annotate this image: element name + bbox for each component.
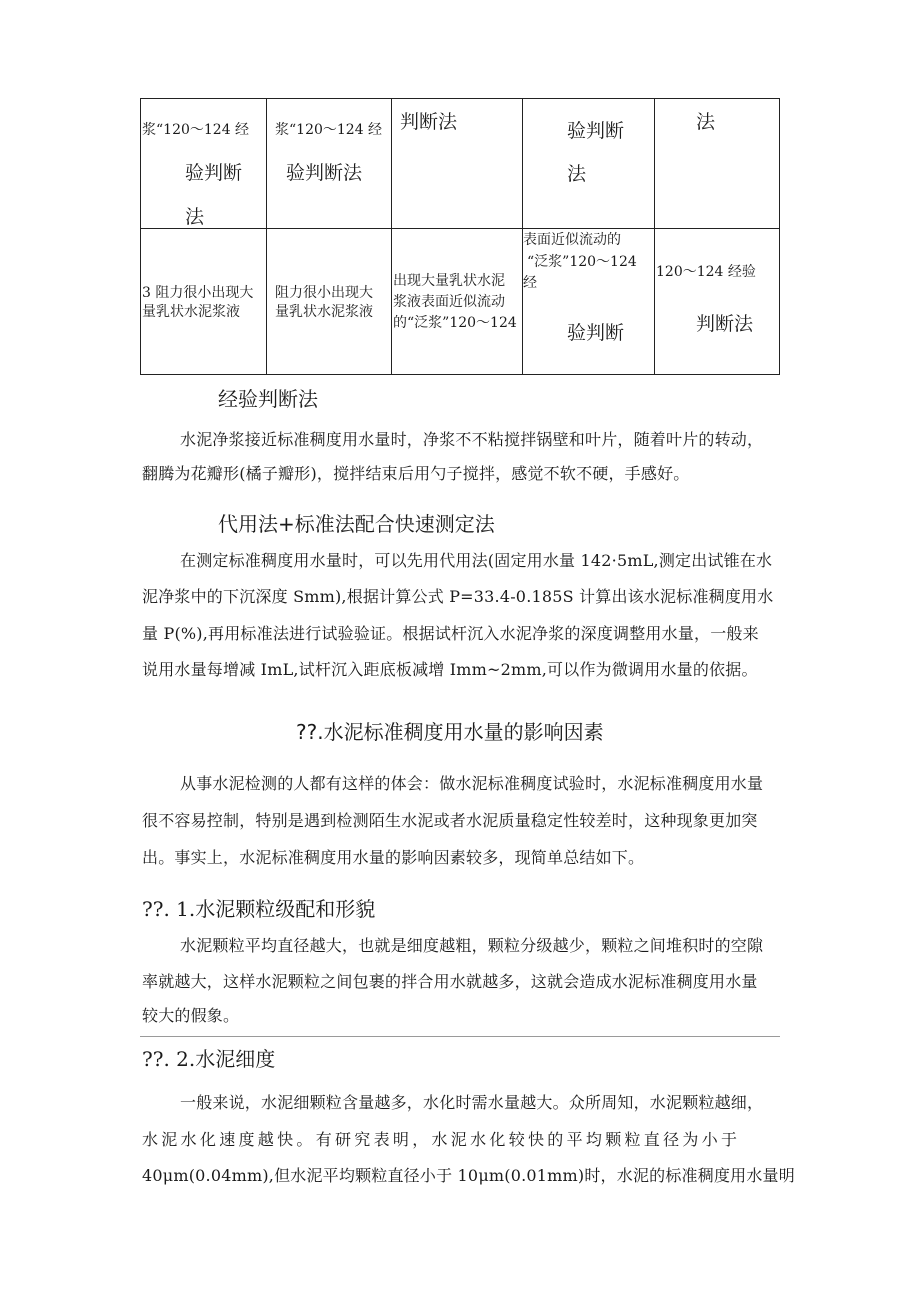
- data-table: [140, 98, 780, 375]
- table-cell: 的“泛浆”120～124: [393, 315, 517, 331]
- paragraph-line: 水泥水化速度越快。有研究表明，水泥水化较快的平均颗粒直径为小于: [142, 1130, 741, 1149]
- table-cell: 验判断法: [286, 162, 363, 184]
- paragraph-line: 率就越大，这样水泥颗粒之间包裹的拌合用水就越多，这就会造成水泥标准稠度用水量: [142, 972, 758, 991]
- table-divider: [140, 374, 780, 375]
- paragraph-line: 很不容易控制，特别是遇到检测陌生水泥或者水泥质量稳定性较差时，这种现象更加突: [142, 811, 758, 830]
- table-cell: 判断法: [696, 313, 754, 335]
- table-divider: [779, 98, 780, 375]
- table-cell: 法: [567, 163, 587, 185]
- paragraph-line: 较大的假象。: [142, 1006, 240, 1025]
- section-number: ??. 1.: [142, 897, 196, 921]
- paragraph-line: 在测定标准稠度用水量时，可以先用代用法(固定用水量 142·5mL,测定出试锥在水: [180, 551, 773, 570]
- table-cell: 验判断: [185, 162, 243, 184]
- table-cell: 出现大量乳状水泥: [393, 273, 505, 289]
- section-heading: 代用法+标准法配合快速测定法: [218, 512, 495, 536]
- table-cell: 120～124 经验: [656, 264, 756, 280]
- table-divider: [391, 98, 392, 375]
- table-cell: 3 阻力很小出现大: [142, 285, 254, 301]
- table-divider: [266, 98, 267, 375]
- paragraph-line: 水泥颗粒平均直径越大，也就是细度越粗，颗粒分级越少，颗粒之间堆积时的空隙: [180, 936, 764, 955]
- table-cell: 浆液表面近似流动: [393, 294, 505, 310]
- section-heading: [142, 893, 375, 922]
- paragraph-line: 水泥净浆接近标准稠度用水量时，净浆不不粘搅拌锅壁和叶片，随着叶片的转动，: [180, 430, 764, 449]
- paragraph-line: 从事水泥检测的人都有这样的体会：做水泥标准稠度试验时，水泥标准稠度用水量: [180, 774, 764, 793]
- table-cell: 验判断: [567, 120, 625, 142]
- paragraph-line: 量 P(%),再用标准法进行试验验证。根据试杆沉入水泥净浆的深度调整用水量，一般来: [142, 624, 759, 643]
- paragraph-line: 翻腾为花瓣形(橘子瓣形)，搅拌结束后用勺子搅拌，感觉不软不硬，手感好。: [142, 464, 690, 483]
- table-cell: 量乳状水泥浆液: [275, 304, 373, 320]
- table-cell: 法: [696, 111, 716, 133]
- paragraph-line: 40μm(0.04mm),但水泥平均颗粒直径小于 10μm(0.01mm)时，水泥的标准稠度用水量明: [142, 1166, 795, 1185]
- paragraph-line: 泥净浆中的下沉深度 Smm),根据计算公式 P=33.4-0.185S 计算出该水泥标准稠度用水: [142, 587, 774, 606]
- table-cell: 判断法: [400, 111, 458, 133]
- table-divider: [140, 228, 780, 229]
- table-cell: 表面近似流动的: [523, 232, 621, 248]
- section-heading: 经验判断法: [218, 387, 318, 411]
- table-cell: 量乳状水泥浆液: [142, 304, 240, 320]
- paragraph-line: 一般来说，水泥细颗粒含量越多，水化时需水量越大。众所周知，水泥颗粒越细，: [180, 1093, 764, 1112]
- divider: [140, 1036, 780, 1037]
- table-cell: 阻力很小出现大: [275, 285, 373, 301]
- paragraph-line: 出。事实上，水泥标准稠度用水量的影响因素较多，现简单总结如下。: [142, 848, 645, 867]
- table-cell: 浆“120～124 经: [142, 122, 250, 138]
- table-cell: 验判断: [567, 322, 625, 344]
- paragraph-line: 说用水量每增减 ImL,试杆沉入距底板减增 Imm~2mm,可以作为微调用水量的依据。: [142, 660, 758, 679]
- section-number: ??. 2.: [142, 1047, 196, 1071]
- section-title: 水泥颗粒级配和形貌: [195, 897, 376, 921]
- section-title: 水泥细度: [195, 1047, 276, 1071]
- table-cell: 浆“120～124 经: [275, 122, 383, 138]
- section-heading: ??.水泥标准稠度用水量的影响因素: [296, 720, 604, 744]
- table-cell: 经: [523, 275, 537, 291]
- table-cell: 法: [185, 206, 205, 228]
- table-divider: [654, 98, 655, 375]
- section-heading: [142, 1043, 275, 1072]
- table-cell: “泛浆”120～124: [527, 254, 637, 270]
